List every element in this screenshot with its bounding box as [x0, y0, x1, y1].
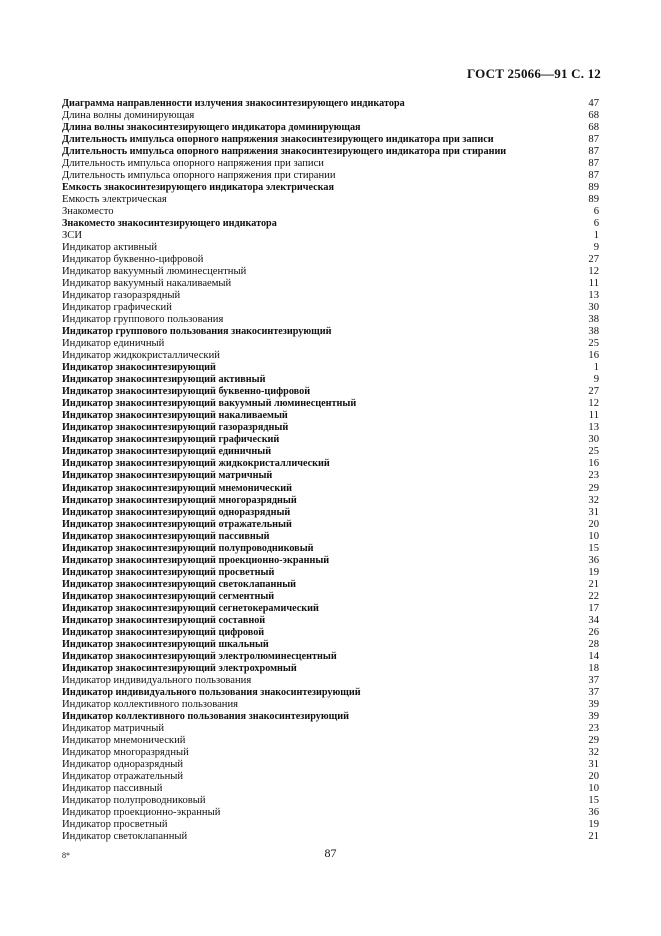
index-term: Индикатор знакосинтезирующий накаливаемый	[62, 410, 288, 422]
index-entry	[62, 122, 599, 134]
index-term: Индикатор вакуумный люминесцентный	[62, 266, 247, 278]
index-page-ref: 13	[588, 290, 599, 302]
index-entry	[62, 603, 599, 615]
index-page-ref: 30	[588, 302, 599, 314]
index-page-ref: 11	[588, 278, 599, 290]
index-entry	[62, 651, 599, 663]
index-term: Индикатор знакосинтезирующий шкальный	[62, 638, 269, 650]
index-page-ref: 87	[588, 134, 599, 146]
index-term: Длительность импульса опорного напряжения при записи	[62, 158, 324, 170]
index-entry	[62, 543, 599, 555]
index-entry	[62, 771, 599, 783]
index-page-ref: 31	[588, 506, 599, 518]
index-term: Индикатор матричный	[62, 722, 165, 734]
index-term: Индикатор знакосинтезирующий матричный	[62, 470, 273, 482]
index-entry	[62, 495, 599, 507]
index-page-ref: 36	[588, 554, 599, 566]
index-entry	[62, 819, 599, 831]
index-page-ref: 1	[593, 230, 599, 242]
index-term: Индикатор активный	[62, 242, 157, 254]
index-page-ref: 9	[593, 374, 599, 386]
index-entry	[62, 206, 599, 218]
index-term: Индикатор группового пользования	[62, 314, 224, 326]
index-entry	[62, 302, 599, 314]
index-entry	[62, 290, 599, 302]
index-term: Индикатор знакосинтезирующий электрохромный	[62, 662, 297, 674]
index-page-ref: 87	[588, 158, 599, 170]
index-page-ref: 29	[588, 734, 599, 746]
index-page-ref: 25	[588, 338, 599, 350]
index-entry	[62, 110, 599, 122]
index-entry	[62, 531, 599, 543]
index-term: Длина волны знакосинтезирующего индикатора доминирующая	[62, 122, 361, 134]
index-term: Индикатор знакосинтезирующий многоразрядный	[62, 494, 297, 506]
page-header: ГОСТ 25066—91 С. 12	[467, 66, 601, 81]
index-entry	[62, 278, 599, 290]
index-page-ref: 22	[588, 590, 599, 602]
index-entry	[62, 446, 599, 458]
index-term: Индикатор газоразрядный	[62, 290, 181, 302]
index-page-ref: 30	[588, 434, 599, 446]
index-entry	[62, 507, 599, 519]
index-page-ref: 32	[588, 494, 599, 506]
index-entry	[62, 759, 599, 771]
index-term: Индикатор знакосинтезирующий пассивный	[62, 530, 270, 542]
index-term: Индикатор светоклапанный	[62, 830, 188, 842]
index-page-ref: 27	[588, 254, 599, 266]
index-page-ref: 15	[588, 542, 599, 554]
index-term: Индикатор многоразрядный	[62, 746, 189, 758]
index-entry	[62, 483, 599, 495]
index-entry	[62, 410, 599, 422]
index-page-ref: 16	[588, 350, 599, 362]
index-page-ref: 28	[588, 638, 599, 650]
index-page-ref: 34	[588, 614, 599, 626]
index-term: Индикатор графический	[62, 302, 172, 314]
index-term: Индикатор знакосинтезирующий составной	[62, 614, 266, 626]
index-term: Индикатор знакосинтезирующий активный	[62, 374, 266, 386]
index-entry	[62, 687, 599, 699]
index-page-ref: 12	[588, 398, 599, 410]
index-page-ref: 39	[588, 698, 599, 710]
index-page-ref: 20	[588, 518, 599, 530]
index-entry	[62, 615, 599, 627]
index-entry	[62, 458, 599, 470]
index-entry	[62, 747, 599, 759]
index-term: Индикатор знакосинтезирующий единичный	[62, 446, 272, 458]
index-term: Индикатор единичный	[62, 338, 165, 350]
index-term: Индикатор знакосинтезирующий полупроводниковый	[62, 542, 314, 554]
index-term: Индикатор мнемонический	[62, 734, 186, 746]
index-page-ref: 38	[588, 326, 599, 338]
index-page-ref: 21	[588, 578, 599, 590]
index-term: Индикатор индивидуального пользования знакосинтезирующий	[62, 686, 361, 698]
index-entry	[62, 218, 599, 230]
index-entry	[62, 711, 599, 723]
index-term: Индикатор коллективного пользования знакосинтезирующий	[62, 710, 349, 722]
index-page-ref: 32	[588, 746, 599, 758]
index-term: Индикатор знакосинтезирующий вакуумный люминесцентный	[62, 398, 357, 410]
page-number: 87	[324, 846, 337, 860]
index-page-ref: 13	[588, 422, 599, 434]
index-term: Диаграмма направленности излучения знакосинтезирующего индикатора	[62, 98, 405, 109]
index-term: Длительность импульса опорного напряжения при стирании	[62, 170, 336, 182]
index-term: Емкость электрическая	[62, 194, 167, 206]
index-term: Индикатор отражательный	[62, 770, 184, 782]
index-entry	[62, 422, 599, 434]
index-term: Индикатор вакуумный накаливаемый	[62, 278, 232, 290]
index-page-ref: 6	[593, 206, 599, 218]
index-entry	[62, 639, 599, 651]
index-entry	[62, 314, 599, 326]
index-page-ref: 39	[588, 710, 599, 722]
index-page-ref: 68	[588, 122, 599, 134]
index-term: Длительность импульса опорного напряжения знакосинтезирующего индикатора при записи	[62, 134, 494, 146]
index-entry	[62, 386, 599, 398]
index-term: Индикатор знакосинтезирующий одноразрядный	[62, 506, 291, 518]
index-term: Знакоместо знакосинтезирующего индикатора	[62, 218, 277, 230]
index-entry	[62, 194, 599, 206]
index-entry	[62, 158, 599, 170]
index-term: Индикатор знакосинтезирующий сегментный	[62, 590, 275, 602]
index-term: Индикатор жидкокристаллический	[62, 350, 220, 362]
index-term: Индикатор знакосинтезирующий цифровой	[62, 626, 265, 638]
index-term: Индикатор знакосинтезирующий отражательный	[62, 518, 292, 530]
index-term: Индикатор одноразрядный	[62, 758, 184, 770]
index-term: Индикатор знакосинтезирующий	[62, 362, 216, 374]
term-index	[62, 98, 599, 843]
index-term: Индикатор проекционно-экранный	[62, 806, 221, 818]
index-page-ref: 1	[593, 362, 599, 374]
index-page-ref: 6	[593, 218, 599, 230]
index-page-ref: 31	[588, 758, 599, 770]
index-term: Индикатор знакосинтезирующий буквенно-цифровой	[62, 386, 311, 398]
index-page-ref: 23	[588, 470, 599, 482]
index-entry	[62, 783, 599, 795]
index-entry	[62, 579, 599, 591]
index-page-ref: 36	[588, 806, 599, 818]
index-page-ref: 18	[588, 662, 599, 674]
index-entry	[62, 146, 599, 158]
index-entry	[62, 338, 599, 350]
index-entry	[62, 807, 599, 819]
index-page-ref: 10	[588, 782, 599, 794]
index-term: Индикатор знакосинтезирующий светоклапанный	[62, 578, 297, 590]
index-page-ref: 38	[588, 314, 599, 326]
index-page-ref: 26	[588, 626, 599, 638]
index-page-ref: 89	[588, 182, 599, 194]
index-entry	[62, 795, 599, 807]
index-term: Знакоместо	[62, 206, 114, 218]
index-entry	[62, 170, 599, 182]
index-page-ref: 12	[588, 266, 599, 278]
index-page-ref: 17	[588, 602, 599, 614]
index-page-ref: 87	[588, 170, 599, 182]
index-page-ref: 29	[588, 482, 599, 494]
index-entry	[62, 699, 599, 711]
index-entry	[62, 735, 599, 747]
index-term: Индикатор знакосинтезирующий мнемонический	[62, 482, 292, 494]
index-entry	[62, 350, 599, 362]
index-entry	[62, 230, 599, 242]
index-term: Емкость знакосинтезирующего индикатора электрическая	[62, 182, 335, 194]
index-entry	[62, 675, 599, 687]
index-page-ref: 20	[588, 770, 599, 782]
index-term: Индикатор знакосинтезирующий газоразрядный	[62, 422, 289, 434]
index-term: Индикатор коллективного пользования	[62, 698, 239, 710]
index-term: Индикатор знакосинтезирующий сегнетокерамический	[62, 602, 319, 614]
index-page-ref: 23	[588, 722, 599, 734]
index-page-ref: 25	[588, 446, 599, 458]
index-entry	[62, 398, 599, 410]
index-term: Индикатор знакосинтезирующий просветный	[62, 566, 275, 578]
index-term: Индикатор знакосинтезирующий жидкокристаллический	[62, 458, 330, 470]
index-entry	[62, 591, 599, 603]
index-term: ЗСИ	[62, 230, 83, 242]
index-entry	[62, 362, 599, 374]
index-term: Индикатор знакосинтезирующий электролюминесцентный	[62, 650, 337, 662]
index-page-ref: 27	[588, 386, 599, 398]
index-page-ref: 21	[588, 830, 599, 842]
index-term: Индикатор просветный	[62, 818, 168, 830]
index-entry	[62, 266, 599, 278]
index-term: Индикатор знакосинтезирующий проекционно-экранный	[62, 554, 330, 566]
index-entry	[62, 567, 599, 579]
index-entry	[62, 627, 599, 639]
index-term: Индикатор группового пользования знакосинтезирующий	[62, 326, 332, 338]
index-entry	[62, 254, 599, 266]
index-entry	[62, 98, 599, 110]
index-entry	[62, 555, 599, 567]
signature-mark: 8*	[62, 851, 70, 860]
index-page-ref: 11	[588, 410, 599, 422]
index-term: Длительность импульса опорного напряжения знакосинтезирующего индикатора при стирании	[62, 146, 507, 158]
index-page-ref: 10	[588, 530, 599, 542]
index-page-ref: 9	[593, 242, 599, 254]
index-term: Индикатор полупроводниковый	[62, 794, 206, 806]
index-term: Индикатор знакосинтезирующий графический	[62, 434, 280, 446]
index-page-ref: 37	[588, 686, 599, 698]
index-entry	[62, 434, 599, 446]
index-entry	[62, 723, 599, 735]
index-page-ref: 89	[588, 194, 599, 206]
index-entry	[62, 519, 599, 531]
index-entry	[62, 326, 599, 338]
index-entry	[62, 242, 599, 254]
index-entry	[62, 470, 599, 482]
index-entry	[62, 831, 599, 843]
index-term: Индикатор буквенно-цифровой	[62, 254, 204, 266]
index-term: Индикатор пассивный	[62, 782, 163, 794]
index-page-ref: 19	[588, 818, 599, 830]
index-page-ref: 16	[588, 458, 599, 470]
index-term: Индикатор индивидуального пользования	[62, 674, 252, 686]
index-entry	[62, 374, 599, 386]
index-page-ref: 14	[588, 650, 599, 662]
index-page-ref: 19	[588, 566, 599, 578]
index-entry	[62, 663, 599, 675]
index-page-ref: 37	[588, 674, 599, 686]
index-entry	[62, 182, 599, 194]
index-page-ref: 87	[588, 146, 599, 158]
index-entry	[62, 134, 599, 146]
index-page-ref: 47	[588, 98, 599, 109]
index-term: Длина волны доминирующая	[62, 110, 195, 122]
index-page-ref: 68	[588, 110, 599, 122]
index-page-ref: 15	[588, 794, 599, 806]
